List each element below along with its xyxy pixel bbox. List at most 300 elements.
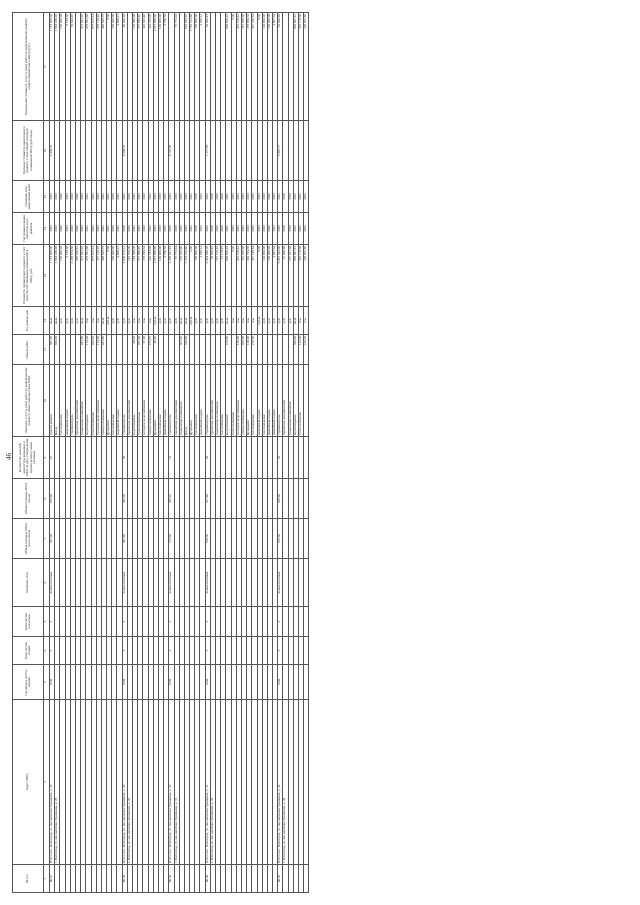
finish-year-cell: 2022 <box>190 181 195 213</box>
row-number: № 83 <box>169 865 174 893</box>
unit-cell: кв.м. <box>226 307 231 335</box>
finish-year-cell: 2022 <box>304 181 309 213</box>
cost-cell: 6 318,38 <box>65 245 70 307</box>
work-type-cell: газоснабжение <box>252 365 257 437</box>
finish-year-cell: 2022 <box>148 181 153 213</box>
cost-cell: 3 780,50 <box>164 245 169 307</box>
total-area-cell <box>304 519 309 559</box>
work-type-cell: проектная документация <box>127 365 132 437</box>
plan-year-cell: 2022 <box>184 213 189 245</box>
total-area-cell: 273,60 <box>169 519 174 559</box>
unit-cell: руб. <box>283 307 288 335</box>
unit-cell: руб. <box>158 307 163 335</box>
work-type-cell: холодное водоснабжение <box>143 365 148 437</box>
area-cell: 452,60 <box>122 479 127 519</box>
finish-year-cell: 2022 <box>133 181 138 213</box>
volume-cell: 501,00 <box>179 335 184 365</box>
cost-cell: 3 458 674,50 <box>70 245 75 307</box>
plan-year-cell: 2022 <box>179 213 184 245</box>
cost-cell: 748 503,80 <box>304 245 309 307</box>
finish-year-cell: 2020 <box>174 181 179 213</box>
limit-cost-cell: 0,00 <box>231 13 236 121</box>
limit-cost-cell: 952 960,92 <box>184 13 189 121</box>
column-number: 17 <box>44 13 50 121</box>
year-cell: 1949 <box>205 665 210 700</box>
limit-cost-cell: 53 848,89 <box>278 13 283 121</box>
column-header: Год ввода в эксплу-атацию <box>13 665 44 700</box>
cost-cell: 4 907,34 <box>273 245 278 307</box>
finish-year-cell: 2022 <box>65 181 70 213</box>
unit-cell: п.м. <box>143 307 148 335</box>
plan-year-cell: 2022 <box>304 213 309 245</box>
residents-cell: 26 <box>122 437 127 479</box>
work-type-cell: теплоснабжение <box>231 365 236 437</box>
limit-cost-cell: 57 772,24 <box>174 13 179 121</box>
entrances-cell: 2 <box>50 607 55 637</box>
unit-cell: п.м. <box>138 307 143 335</box>
table-body <box>50 13 309 893</box>
address-cell: Итого пос. Волгоград, ул. им. капитана Тришкина, д. 26 <box>122 700 127 865</box>
unit-cell: п.м. <box>96 307 101 335</box>
limit-cost-cell: 909 590,22 <box>226 13 231 121</box>
plan-year-cell: 2022 <box>241 213 246 245</box>
column-number: 2 <box>44 700 50 865</box>
unit-cell: п.м. <box>247 307 252 335</box>
work-type-cell: электроснабжение <box>148 365 153 437</box>
column-number: 13 <box>44 245 50 307</box>
cost-cell: 52 506,45 <box>210 245 215 307</box>
entrances-cell: 2 <box>205 607 210 637</box>
volume-cell: 110,00 <box>96 335 101 365</box>
page-number: 46 <box>5 453 13 460</box>
unit-cost-cell <box>304 121 309 181</box>
limit-cost-cell: 40 449,26 <box>122 13 127 121</box>
work-type-cell: стройконтроль <box>278 365 283 437</box>
limit-cost-cell: 130 000,00 <box>267 13 272 121</box>
work-type-cell: подвальные помещения <box>81 365 86 437</box>
cost-cell: 1 077 988,00 <box>153 245 158 307</box>
finish-year-cell: 2022 <box>252 181 257 213</box>
plan-year-cell: 2020 <box>75 213 80 245</box>
plan-year-cell: 2022 <box>107 213 112 245</box>
plan-year-cell: 2022 <box>86 213 91 245</box>
plan-year-cell: 2020 <box>283 213 288 245</box>
plan-year-cell: 2022 <box>299 213 304 245</box>
plan-year-cell: 2022 <box>101 213 106 245</box>
finish-year-cell: 2022 <box>299 181 304 213</box>
limit-cost-cell: 0,00 <box>107 13 112 121</box>
volume-cell: 598,60 <box>293 335 298 365</box>
unit-cell: п.м. <box>231 307 236 335</box>
unit-cell: руб. <box>267 307 272 335</box>
plan-year-cell: 2022 <box>252 213 257 245</box>
finish-year-cell: 2020 <box>75 181 80 213</box>
volume-cell: 123,00 <box>299 335 304 365</box>
address-cell <box>304 700 309 865</box>
unit-cell: руб. <box>210 307 215 335</box>
plan-year-cell: 2020 <box>205 213 210 245</box>
unit-cell: руб. <box>216 307 221 335</box>
limit-cost-cell: 4 907,34 <box>273 13 278 121</box>
work-type-cell: аварийный подвал <box>164 365 169 437</box>
volume-cell: 275,61 <box>148 335 153 365</box>
column-number: 16 <box>44 121 50 181</box>
area-cell: 255,10 <box>169 479 174 519</box>
limit-cost-cell: 52 944,93 <box>70 13 75 121</box>
cost-cell: 248 826,79 <box>101 245 106 307</box>
cost-cell: 4 908,12 <box>117 245 122 307</box>
work-type-cell: ремонт крыши <box>50 365 55 437</box>
limit-cost-cell: 291 199,44 <box>236 13 241 121</box>
unit-cell: п.м. <box>133 307 138 335</box>
unit-cell: руб. <box>262 307 267 335</box>
year-cell: 1949 <box>122 665 127 700</box>
total-area-cell: 481,80 <box>122 519 127 559</box>
finish-year-cell: 2022 <box>101 181 106 213</box>
limit-cost-cell: 130 000,00 <box>112 13 117 121</box>
cost-cell: 0,00 <box>107 245 112 307</box>
volume-cell: 452,00 <box>91 335 96 365</box>
column-number: 10 <box>44 365 50 437</box>
plan-year-cell: 2022 <box>273 213 278 245</box>
unit-cell: руб. <box>75 307 80 335</box>
plan-year-cell: 2022 <box>247 213 252 245</box>
volume-cell: 128,00 <box>247 335 252 365</box>
finish-year-cell: 2022 <box>273 181 278 213</box>
cost-cell: 57 772,24 <box>174 245 179 307</box>
year-cell: 1949 <box>169 665 174 700</box>
volume-cell: 207,00 <box>138 335 143 365</box>
finish-year-cell: 2022 <box>81 181 86 213</box>
plan-year-cell: 2022 <box>81 213 86 245</box>
plan-year-cell: 2022 <box>190 213 195 245</box>
volume-cell: 129,00 <box>236 335 241 365</box>
finish-year-cell: 2022 <box>70 181 75 213</box>
residents-cell: 26 <box>205 437 210 479</box>
floors-cell: 2 <box>205 637 210 665</box>
cost-cell: 281 170,00 <box>299 245 304 307</box>
unit-cell: руб. <box>174 307 179 335</box>
cost-cell: 0,00 <box>257 245 262 307</box>
work-type-cell: газоснабжение <box>195 365 200 437</box>
work-type-cell: аварийный подвал <box>65 365 70 437</box>
unit-cell: кв.м. <box>184 307 189 335</box>
plan-year-cell: 2020 <box>127 213 132 245</box>
row-number <box>304 865 309 893</box>
plan-year-cell: 2022 <box>50 213 55 245</box>
work-type-cell: газоснабжение <box>60 365 65 437</box>
limit-cost-cell: 4 908,12 <box>117 13 122 121</box>
work-type-cell: стройконтроль <box>205 365 210 437</box>
limit-cost-cell: 915 863,26 <box>81 13 86 121</box>
column-header: Ед. измере-ния <box>13 307 44 335</box>
work-type-cell: теплоснабжение <box>138 365 143 437</box>
limit-cost-cell: 6 318,38 <box>65 13 70 121</box>
plan-year-cell: 2022 <box>148 213 153 245</box>
column-number: 7 <box>44 519 50 559</box>
limit-cost-cell: 877 473,14 <box>91 13 96 121</box>
column-header: Общая площадь МКД, всего (кв.м) <box>13 519 44 559</box>
column-header: Адрес МКД <box>13 700 44 865</box>
address-cell: г. Волгоград, ул. им. капитана Тришкина, д. 36 <box>283 700 288 865</box>
limit-cost-cell: 247 186,54 <box>252 13 257 121</box>
wall-material-cell: шлако-блочные <box>122 559 127 607</box>
plan-year-cell: 2020 <box>210 213 215 245</box>
cost-cell: 377 996,46 <box>138 245 143 307</box>
finish-year-cell: 2020 <box>60 181 65 213</box>
year-cell: 1949 <box>50 665 55 700</box>
cost-cell: 741 266,68 <box>241 245 246 307</box>
cost-cell: 142 783,06 <box>148 245 153 307</box>
column-number: 8 <box>44 479 50 519</box>
plan-year-cell: 2022 <box>164 213 169 245</box>
work-type-cell: электроснабжение <box>241 365 246 437</box>
cost-cell: 2 830 574,14 <box>122 245 127 307</box>
cost-cell: 3 550,12 <box>200 245 205 307</box>
limit-cost-cell: 278 968,32 <box>247 13 252 121</box>
work-type-cell: аварийный подвал <box>117 365 122 437</box>
unit-cell: руб. <box>127 307 132 335</box>
address-cell: г. Волгоград, ул. им. капитана Тришкина, д. 34 <box>210 700 215 865</box>
row-number: № 82 <box>122 865 127 893</box>
unit-cell: кв.м. <box>50 307 55 335</box>
finish-year-cell: 2022 <box>257 181 262 213</box>
column-number: 12 <box>44 307 50 335</box>
unit-cell: куб.м. <box>190 307 195 335</box>
cost-cell: 3 091 343,06 <box>278 245 283 307</box>
cost-cell: 145 910,00 <box>127 245 132 307</box>
unit-cell: п.м. <box>252 307 257 335</box>
cost-cell: 167 457,00 <box>288 245 293 307</box>
limit-cost-cell: 146 022,48 <box>143 13 148 121</box>
unit-cell: руб. <box>112 307 117 335</box>
plan-year-cell: 2020 <box>267 213 272 245</box>
finish-year-cell: 2020 <box>216 181 221 213</box>
cost-cell: 1 735 849,00 <box>50 245 55 307</box>
limit-cost-cell: 966 897,91 <box>293 13 298 121</box>
column-number: 11 <box>44 335 50 365</box>
plan-year-cell: 2020 <box>288 213 293 245</box>
unit-cell: п.м. <box>299 307 304 335</box>
plan-year-cell: 2022 <box>138 213 143 245</box>
finish-year-cell: 2022 <box>169 181 174 213</box>
cost-cell: 130 000,00 <box>195 245 200 307</box>
column-header: Стоимость планируемого ремонта в счет средств собственников помещений в МКД, руб. <box>13 245 44 307</box>
limit-cost-cell: 248 826,79 <box>101 13 106 121</box>
work-type-cell: подвальные помещения <box>216 365 221 437</box>
column-header: № п/п <box>13 865 44 893</box>
column-number: 9 <box>44 437 50 479</box>
finish-year-cell: 2020 <box>210 181 215 213</box>
entrances-cell <box>304 607 309 637</box>
cost-cell: 130 000,00 <box>262 245 267 307</box>
work-type-cell: стройконтроль <box>122 365 127 437</box>
work-type-cell: холодное водоснабжение <box>236 365 241 437</box>
work-type-cell: газоснабжение <box>158 365 163 437</box>
volume-cell: 481,80 <box>81 335 86 365</box>
unit-cell: руб. <box>278 307 283 335</box>
plan-year-cell: 2022 <box>117 213 122 245</box>
volume-cell: 478,50 <box>226 335 231 365</box>
cost-cell: 130 000,00 <box>112 245 117 307</box>
volume-cell: 68,00 <box>133 335 138 365</box>
column-number: 15 <box>44 181 50 213</box>
work-type-cell: фундамент <box>107 365 112 437</box>
unit-cell: куб.м. <box>153 307 158 335</box>
plan-year-cell: 2022 <box>293 213 298 245</box>
finish-year-cell: 2022 <box>122 181 127 213</box>
plan-year-cell: 2022 <box>133 213 138 245</box>
limit-cost-cell: 130 000,00 <box>262 13 267 121</box>
finish-year-cell: 2022 <box>241 181 246 213</box>
wall-material-cell: шлако-блочные <box>205 559 210 607</box>
column-header: Удельная стоимость капитального ремонта 1 кв.м общей площади помещений МКД (руб./кв.м) <box>13 121 44 181</box>
finish-year-cell: 2022 <box>205 181 210 213</box>
column-number: 14 <box>44 213 50 245</box>
cost-cell: 915 863,26 <box>81 245 86 307</box>
plan-year-cell: 2022 <box>231 213 236 245</box>
cost-cell: 130 000,00 <box>267 245 272 307</box>
wall-material-cell: шлако-блочные <box>50 559 55 607</box>
work-type-cell: теплоснабжение <box>91 365 96 437</box>
unit-cell: п.м. <box>91 307 96 335</box>
work-type-cell: стройконтроль <box>70 365 75 437</box>
work-type-cell: газоснабжение <box>262 365 267 437</box>
finish-year-cell: 2022 <box>184 181 189 213</box>
limit-cost-cell: 281 170,00 <box>299 13 304 121</box>
finish-year-cell: 2022 <box>96 181 101 213</box>
finish-year-cell: 2020 <box>262 181 267 213</box>
work-type-cell: водоотведение <box>293 365 298 437</box>
work-type-cell: газоснабжение <box>112 365 117 437</box>
finish-year-cell: 2022 <box>143 181 148 213</box>
volume-cell: 67,00 <box>143 335 148 365</box>
unit-cell: кв.м. <box>179 307 184 335</box>
plan-year-cell: 2022 <box>91 213 96 245</box>
finish-year-cell: 2022 <box>164 181 169 213</box>
area-cell: 477,90 <box>205 479 210 519</box>
plan-year-cell: 2020 <box>278 213 283 245</box>
total-area-cell: 478,50 <box>278 519 283 559</box>
unit-cell: кв.м. <box>293 307 298 335</box>
column-header: Плановая дата завер-шения работ <box>13 181 44 213</box>
cost-cell: 235 091,68 <box>86 245 91 307</box>
table-row <box>304 13 309 893</box>
limit-cost-cell: 142 783,06 <box>148 13 153 121</box>
cost-cell: 153 590,08 <box>133 245 138 307</box>
address-cell: г. Волгоград, ул. им. капитана Тришкина, д. 31 <box>174 700 179 865</box>
floors-cell: 2 <box>278 637 283 665</box>
address-cell: Итого пос. Волгоград, ул. им. капитана Тришкина, д. 34 <box>278 700 283 865</box>
finish-year-cell: 2022 <box>278 181 283 213</box>
limit-cost-cell: 741 266,68 <box>241 13 246 121</box>
cost-cell: 2 209 297,91 <box>169 245 174 307</box>
unit-cell: руб. <box>70 307 75 335</box>
work-type-cell: фасад <box>55 365 60 437</box>
area-cell: 429,80 <box>278 479 283 519</box>
floors-cell <box>304 637 309 665</box>
limit-cost-cell: 130 000,00 <box>195 13 200 121</box>
finish-year-cell: 2022 <box>247 181 252 213</box>
plan-year-cell: 2020 <box>60 213 65 245</box>
entrances-cell: 2 <box>278 607 283 637</box>
finish-year-cell: 2020 <box>112 181 117 213</box>
total-area-cell: 510,00 <box>205 519 210 559</box>
unit-cell: куб.м. <box>257 307 262 335</box>
plan-year-cell: 2022 <box>143 213 148 245</box>
column-header: Коли-чество подъездов <box>13 607 44 637</box>
column-header: Общая площадь МКД (кв.м) <box>13 479 44 519</box>
floors-cell: 2 <box>50 637 55 665</box>
residents-cell: 23 <box>278 437 283 479</box>
address-cell: г. Волгоград, ул. им. капитана Тришкина, д. 26 <box>55 700 60 865</box>
cost-cell: 197 478,23 <box>216 245 221 307</box>
limit-cost-cell: 130 000,00 <box>60 13 65 121</box>
plan-year-cell: 2022 <box>96 213 101 245</box>
unit-cell: п.м. <box>148 307 153 335</box>
unit-cell: кв.м. <box>55 307 60 335</box>
work-type-cell: подвальные помещения <box>288 365 293 437</box>
limit-cost-cell: 1 933 249,20 <box>55 13 60 121</box>
cost-cell: 31 178,97 <box>221 245 226 307</box>
work-type-cell: проектная документация <box>174 365 179 437</box>
unit-cell: руб. <box>169 307 174 335</box>
plan-year-cell: 2020 <box>262 213 267 245</box>
cost-cell: 130 000,00 <box>60 245 65 307</box>
column-header: Год планиро-вания капиталь-ного ремонта <box>13 213 44 245</box>
unit-cell: руб. <box>164 307 169 335</box>
work-type-cell: фундамент <box>190 365 195 437</box>
entrances-cell: 1 <box>169 607 174 637</box>
work-type-cell: аварийный подвал <box>257 365 262 437</box>
work-type-cell: проектная документация <box>75 365 80 437</box>
finish-year-cell: 2020 <box>267 181 272 213</box>
unit-cell: куб.м. <box>107 307 112 335</box>
year-cell: 1949 <box>278 665 283 700</box>
cost-cell: 291 199,44 <box>236 245 241 307</box>
work-type-cell: холодное водоснабжение <box>96 365 101 437</box>
floors-cell: 2 <box>169 637 174 665</box>
cost-cell: 966 897,91 <box>293 245 298 307</box>
cost-cell: 909 590,22 <box>226 245 231 307</box>
cost-cell: 1 933 249,20 <box>55 245 60 307</box>
finish-year-cell: 2022 <box>153 181 158 213</box>
volume-cell: 406,00 <box>241 335 246 365</box>
address-cell: Итого пос. Волгоград, ул. им. капитана Тришкина, д. 25 <box>50 700 55 865</box>
wall-material-cell: шлако-блочные <box>169 559 174 607</box>
work-type-cell: проектная документация <box>283 365 288 437</box>
limit-cost-cell: 3 780,50 <box>164 13 169 121</box>
column-header: Количество жителей, зарегистри-рованных в МКД на дату утверждения краткосрочного плана (человек) <box>13 437 44 479</box>
address-cell: Итого пос. Волгоград, ул. им. капитана Тришкина, д. 30 <box>169 700 174 865</box>
finish-year-cell: 2022 <box>293 181 298 213</box>
plan-year-cell: 2020 <box>221 213 226 245</box>
cost-cell: 130 000,00 <box>158 245 163 307</box>
cost-cell: 877 473,14 <box>91 245 96 307</box>
address-cell: г. Волгоград, ул. им. капитана Тришкина, д. 30 <box>127 700 132 865</box>
cost-cell: 0,00 <box>190 245 195 307</box>
finish-year-cell: 2022 <box>226 181 231 213</box>
finish-year-cell: 2020 <box>127 181 132 213</box>
volume-cell: 113,00 <box>86 335 91 365</box>
wall-material-cell: шлако-блочные <box>278 559 283 607</box>
limit-cost-cell: 239 738,40 <box>96 13 101 121</box>
limit-cost-cell: 0,00 <box>257 13 262 121</box>
finish-year-cell: 2022 <box>91 181 96 213</box>
work-type-cell: водоотведение <box>86 365 91 437</box>
work-type-cell: газоснабжение <box>221 365 226 437</box>
plan-year-cell: 2020 <box>122 213 127 245</box>
